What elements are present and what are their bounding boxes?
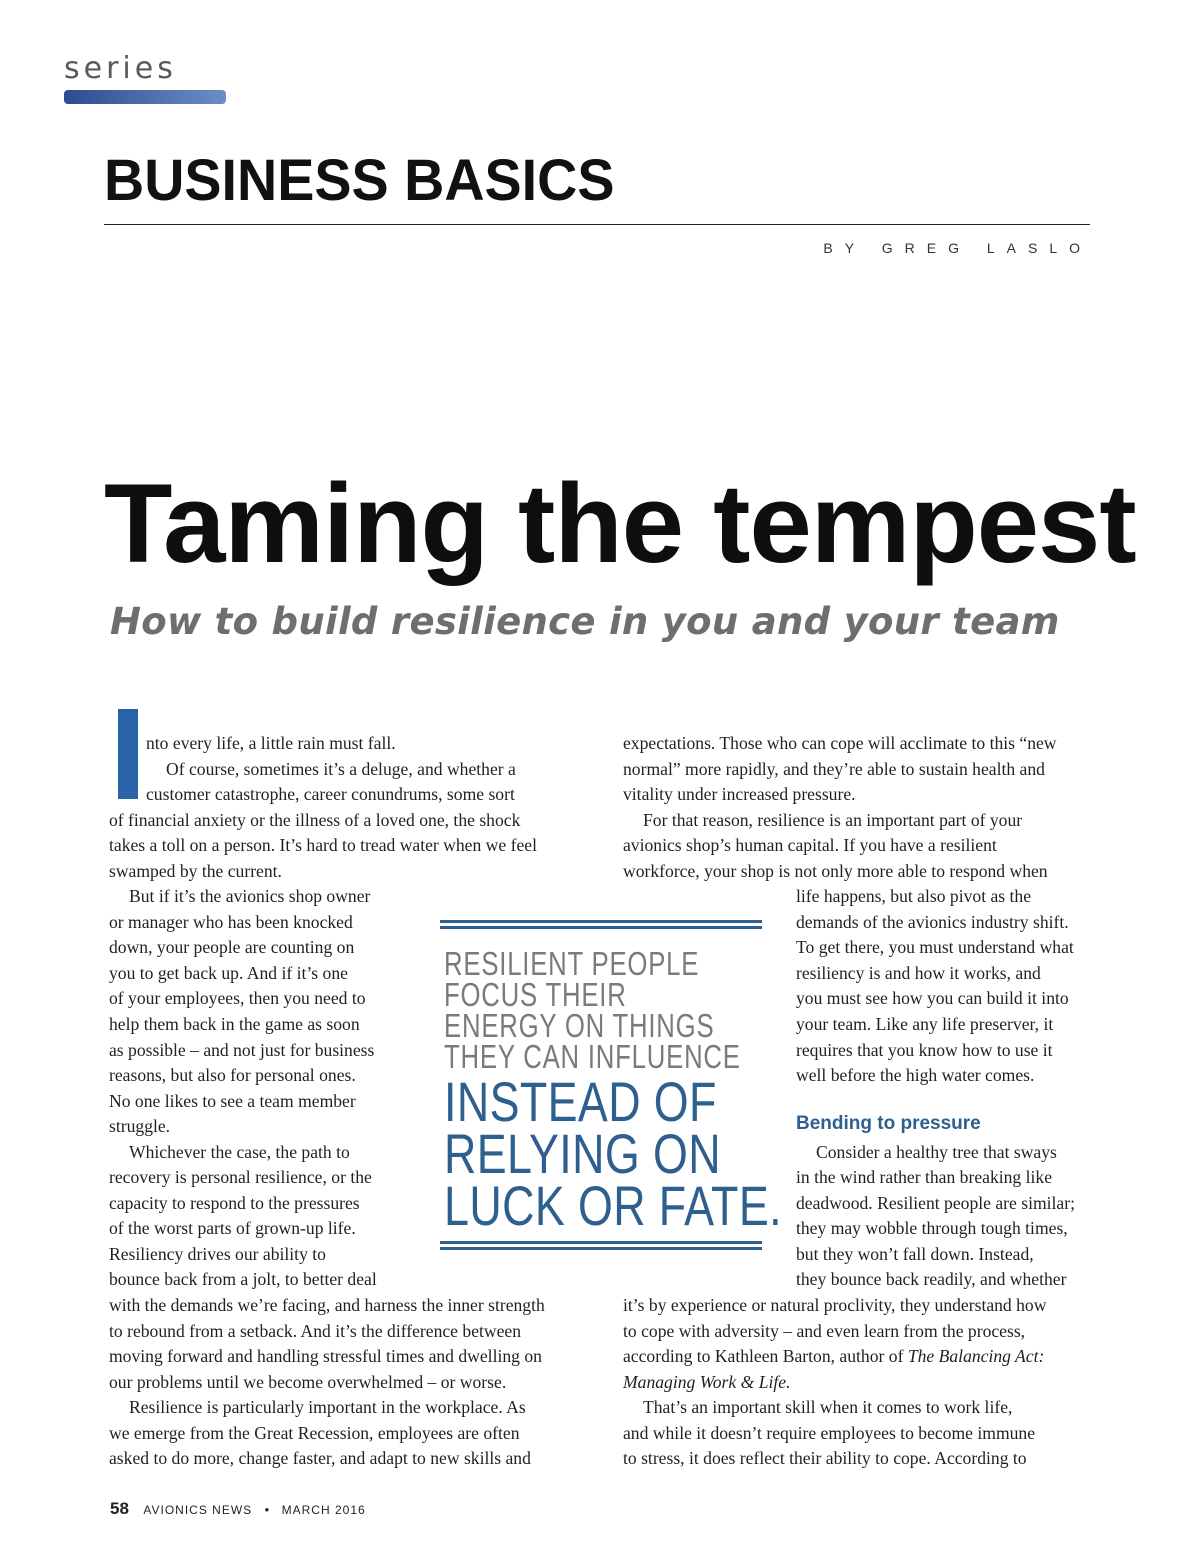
text-line: moving forward and handling stressful times and dwelling on <box>109 1346 542 1367</box>
series-accent-bar <box>64 90 226 104</box>
pull-quote-bottom-rule <box>440 1241 762 1253</box>
text-line: of financial anxiety or the illness of a loved one, the shock <box>109 809 521 830</box>
text-line: demands of the avionics industry shift. <box>796 911 1069 932</box>
text-line: normal” more rapidly, and they’re able to sustain health and <box>623 758 1045 779</box>
book-title: The Balancing Act: <box>907 1346 1045 1367</box>
text-line: in the wind rather than breaking like <box>796 1167 1053 1188</box>
header-rule <box>104 224 1090 225</box>
article-subtitle: How to build resilience in you and your team <box>110 600 1060 643</box>
text-line: they bounce back readily, and whether <box>796 1269 1067 1290</box>
pull-quote-line: RELYING ON <box>444 1122 721 1185</box>
text-line: capacity to respond to the pressures <box>109 1192 360 1213</box>
text-line: you to get back up. And if it’s one <box>109 962 348 983</box>
footer-separator: • <box>264 1502 270 1517</box>
pull-quote-emphasis <box>444 1070 782 1237</box>
text-line: To get there, you must understand what <box>796 937 1074 958</box>
text-line: we emerge from the Great Recession, employees are often <box>109 1422 520 1443</box>
text-fragment: according to Kathleen Barton, author of <box>623 1346 904 1367</box>
text-line <box>623 1370 1103 1396</box>
subsection-heading: Bending to pressure <box>796 1113 981 1134</box>
text-line: to rebound from a setback. And it’s the difference between <box>109 1320 522 1341</box>
byline: BY GREG LASLO <box>823 240 1092 256</box>
text-line: Consider a healthy tree that sways <box>816 1141 1057 1162</box>
pull-quote-line: INSTEAD OF <box>444 1070 717 1133</box>
text-line: your team. Like any life preserver, it <box>796 1014 1054 1035</box>
text-line: you must see how you can build it into <box>796 988 1069 1009</box>
text-line: Resiliency drives our ability to <box>109 1243 326 1264</box>
text-line: resiliency is and how it works, and <box>796 962 1041 983</box>
text-line: That’s an important skill when it comes to work life, <box>643 1397 1013 1418</box>
text-line: recovery is personal resilience, or the <box>109 1167 372 1188</box>
text-line: life happens, but also pivot as the <box>796 886 1032 907</box>
pull-quote-line: LUCK OR FATE. <box>444 1174 782 1237</box>
text-line: or manager who has been knocked <box>109 911 353 932</box>
text-line: nto every life, a little rain must fall. <box>146 733 396 753</box>
page-footer <box>110 1499 366 1519</box>
text-line: vitality under increased pressure. <box>623 784 856 805</box>
text-line: and while it doesn’t require employees to become immune <box>623 1422 1036 1443</box>
text-line: avionics shop’s human capital. If you have a resilient <box>623 835 997 856</box>
text-line: to stress, it does reflect their ability to cope. According to <box>623 1448 1027 1469</box>
text-line: No one likes to see a team member <box>109 1090 356 1111</box>
text-line: of your employees, then you need to <box>109 988 366 1009</box>
text-line: Whichever the case, the path to <box>129 1141 350 1162</box>
text-line: swamped by the current. <box>109 860 282 881</box>
text-line: Of course, sometimes it’s a deluge, and whether a <box>166 758 516 779</box>
text-line: customer catastrophe, career conundrums, some sort <box>146 784 515 805</box>
pull-quote-line: FOCUS THEIR <box>444 976 627 1013</box>
issue-date: MARCH 2016 <box>281 1503 366 1517</box>
text-line: Resilience is particularly important in the workplace. As <box>129 1397 526 1418</box>
pull-quote-top-rule <box>440 920 762 932</box>
text-line: our problems until we become overwhelmed – or worse. <box>109 1371 507 1392</box>
section-title: BUSINESS BASICS <box>104 148 615 213</box>
text-line: deadwood. Resilient people are similar; <box>796 1192 1075 1213</box>
text-line: of the worst parts of grown-up life. <box>109 1218 356 1239</box>
publication-name: AVIONICS NEWS <box>143 1503 253 1517</box>
text-line: struggle. <box>109 1116 171 1137</box>
series-label: series <box>64 51 177 86</box>
pull-quote-lead <box>444 945 741 1075</box>
book-title: Managing Work & Life. <box>623 1371 791 1392</box>
text-line: requires that you know how to use it <box>796 1039 1053 1060</box>
text-line: expectations. Those who can cope will acclimate to this “new <box>623 733 1057 753</box>
pull-quote-line: ENERGY ON THINGS <box>444 1007 715 1044</box>
text-line: workforce, your shop is not only more able to respond when <box>623 860 1048 881</box>
pull-quote-line: THEY CAN INFLUENCE <box>444 1038 741 1075</box>
text-line: down, your people are counting on <box>109 937 355 958</box>
text-line: asked to do more, change faster, and adapt to new skills and <box>109 1448 531 1469</box>
pull-quote-line: RESILIENT PEOPLE <box>444 945 700 982</box>
text-line: well before the high water comes. <box>796 1065 1035 1086</box>
text-line: they may wobble through tough times, <box>796 1218 1068 1239</box>
text-line: as possible – and not just for business <box>109 1039 375 1060</box>
text-line: takes a toll on a person. It’s hard to tread water when we feel <box>109 835 537 856</box>
text-line: to cope with adversity – and even learn from the process, <box>623 1320 1026 1341</box>
text-line: but they won’t fall down. Instead, <box>796 1243 1034 1264</box>
text-line: bounce back from a jolt, to better deal <box>109 1269 377 1290</box>
text-line: help them back in the game as soon <box>109 1014 360 1035</box>
text-line <box>623 1344 1103 1370</box>
text-line: reasons, but also for personal ones. <box>109 1065 356 1086</box>
text-line: But if it’s the avionics shop owner <box>129 886 371 907</box>
text-line: it’s by experience or natural proclivity, they understand how <box>623 1295 1047 1316</box>
text-line: For that reason, resilience is an important part of your <box>643 809 1023 830</box>
page-number: 58 <box>110 1499 129 1518</box>
article-title: Taming the tempest <box>104 461 1136 586</box>
text-line: with the demands we’re facing, and harness the inner strength <box>109 1295 545 1316</box>
